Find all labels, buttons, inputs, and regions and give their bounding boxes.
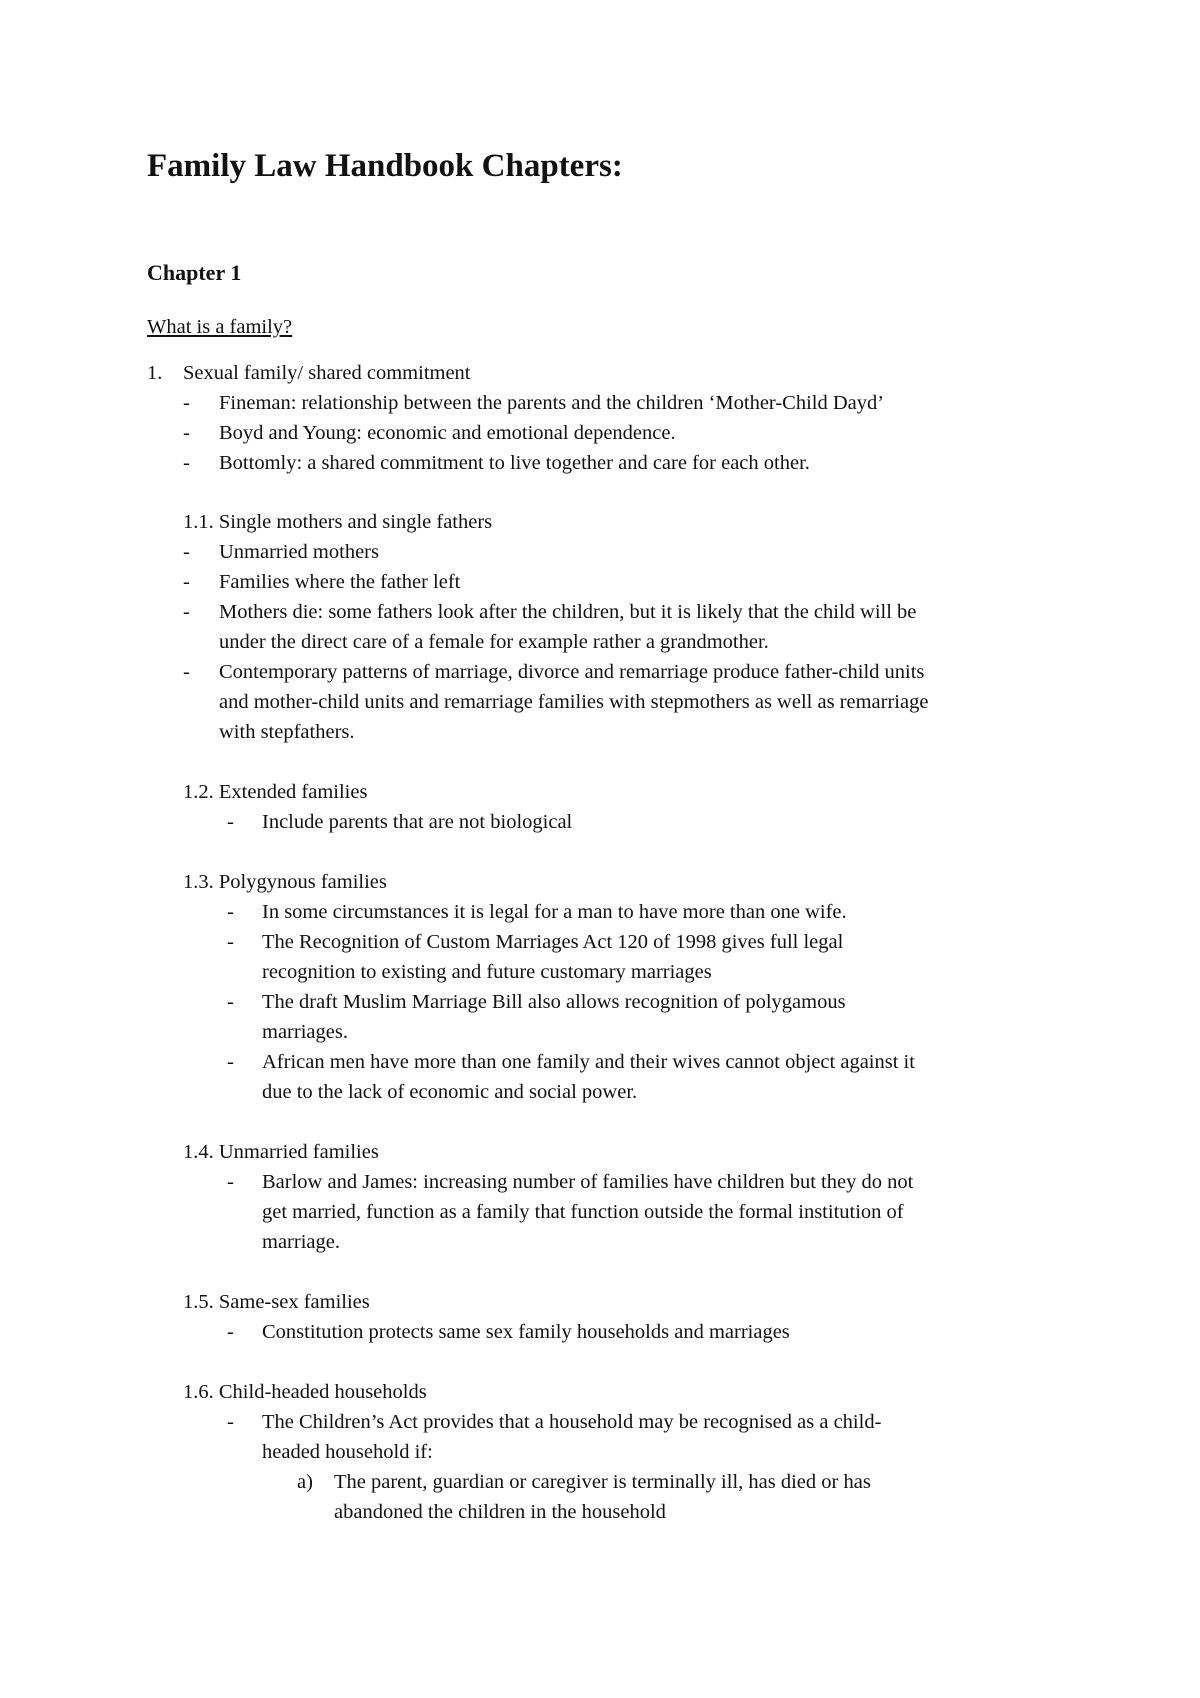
bullet-text-continued: get married, function as a family that function outside the formal institution of bbox=[262, 1201, 904, 1223]
bullet-dash: - bbox=[227, 1321, 234, 1343]
bullet-text: Boyd and Young: economic and emotional dependence. bbox=[219, 422, 676, 444]
bullet-text: Include parents that are not biological bbox=[262, 811, 573, 833]
bullet-dash: - bbox=[183, 392, 190, 414]
bullet-text: The Children’s Act provides that a household may be recognised as a child- bbox=[262, 1411, 882, 1433]
bullet-text: Families where the father left bbox=[219, 571, 461, 593]
bullet-text-continued: due to the lack of economic and social power. bbox=[262, 1081, 638, 1103]
section-subheading: What is a family? bbox=[147, 316, 293, 338]
bullet-dash: - bbox=[183, 452, 190, 474]
bullet-text: In some circumstances it is legal for a man to have more than one wife. bbox=[262, 901, 847, 923]
bullet-text: Contemporary patterns of marriage, divorce and remarriage produce father-child units bbox=[219, 661, 925, 683]
document-title: Family Law Handbook Chapters: bbox=[147, 148, 623, 184]
sub-list-text-continued: abandoned the children in the household bbox=[334, 1501, 666, 1523]
bullet-dash: - bbox=[183, 601, 190, 623]
bullet-text: The draft Muslim Marriage Bill also allows recognition of polygamous bbox=[262, 991, 846, 1013]
bullet-text-continued: with stepfathers. bbox=[219, 721, 355, 743]
bullet-dash: - bbox=[183, 661, 190, 683]
bullet-dash: - bbox=[183, 541, 190, 563]
bullet-text: Barlow and James: increasing number of families have children but they do not bbox=[262, 1171, 914, 1193]
bullet-text-continued: marriages. bbox=[262, 1021, 348, 1043]
bullet-text-continued: and mother-child units and remarriage families with stepmothers as well as remarriage bbox=[219, 691, 929, 713]
bullet-dash: - bbox=[227, 1171, 234, 1193]
sub-list-marker: a) bbox=[297, 1471, 313, 1493]
bullet-text-continued: headed household if: bbox=[262, 1441, 433, 1463]
bullet-dash: - bbox=[227, 1411, 234, 1433]
bullet-text: Bottomly: a shared commitment to live together and care for each other. bbox=[219, 452, 810, 474]
bullet-dash: - bbox=[227, 991, 234, 1013]
bullet-text-continued: marriage. bbox=[262, 1231, 340, 1253]
bullet-text: The Recognition of Custom Marriages Act 120 of 1998 gives full legal bbox=[262, 931, 844, 953]
subsection-heading: 1.5. Same-sex families bbox=[183, 1291, 370, 1313]
subsection-heading: 1.1. Single mothers and single fathers bbox=[183, 511, 493, 533]
sub-list-text: The parent, guardian or caregiver is terminally ill, has died or has bbox=[334, 1471, 871, 1493]
bullet-text: Fineman: relationship between the parents and the children ‘Mother-Child Dayd’ bbox=[219, 392, 885, 414]
bullet-text-continued: recognition to existing and future customary marriages bbox=[262, 961, 712, 983]
bullet-text-continued: under the direct care of a female for example rather a grandmother. bbox=[219, 631, 769, 653]
list-item-heading: Sexual family/ shared commitment bbox=[183, 362, 471, 384]
bullet-text: Mothers die: some fathers look after the children, but it is likely that the child will be bbox=[219, 601, 917, 623]
bullet-dash: - bbox=[227, 901, 234, 923]
bullet-dash: - bbox=[183, 571, 190, 593]
list-number: 1. bbox=[147, 362, 163, 384]
bullet-dash: - bbox=[183, 422, 190, 444]
chapter-heading: Chapter 1 bbox=[147, 260, 242, 285]
bullet-text: Unmarried mothers bbox=[219, 541, 379, 563]
bullet-dash: - bbox=[227, 811, 234, 833]
bullet-dash: - bbox=[227, 931, 234, 953]
subsection-heading: 1.3. Polygynous families bbox=[183, 871, 387, 893]
subsection-heading: 1.6. Child-headed households bbox=[183, 1381, 427, 1403]
bullet-text: African men have more than one family and their wives cannot object against it bbox=[262, 1051, 915, 1073]
bullet-text: Constitution protects same sex family households and marriages bbox=[262, 1321, 790, 1343]
subsection-heading: 1.4. Unmarried families bbox=[183, 1141, 379, 1163]
subsection-heading: 1.2. Extended families bbox=[183, 781, 368, 803]
bullet-dash: - bbox=[227, 1051, 234, 1073]
